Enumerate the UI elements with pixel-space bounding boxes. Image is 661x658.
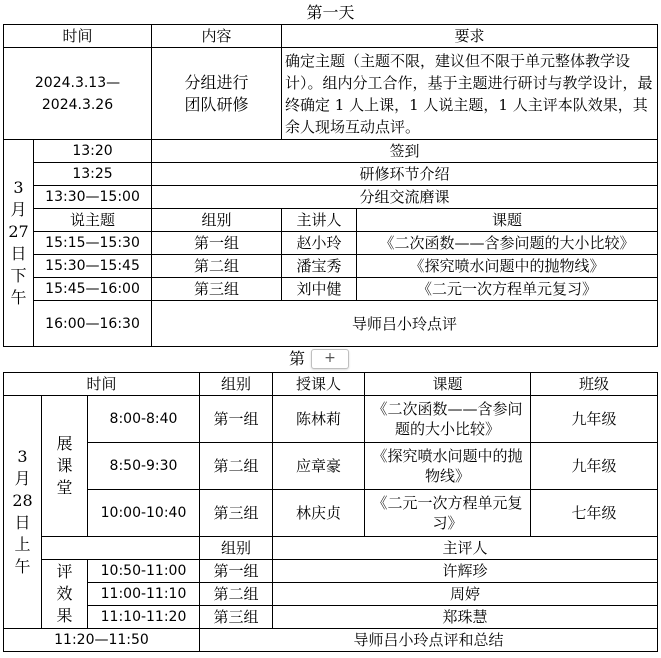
time-cell: 13:25 xyxy=(34,163,152,186)
header-requirement: 要求 xyxy=(282,25,658,48)
lesson-group: 第三组 xyxy=(200,490,273,537)
day1-title: 第一天 xyxy=(306,3,355,22)
table-row xyxy=(4,396,658,443)
table-row xyxy=(4,629,658,652)
lesson-teacher: 林庆贞 xyxy=(273,490,365,537)
table-row xyxy=(4,25,658,48)
closing-time: 11:20—11:50 xyxy=(4,629,200,652)
table-row xyxy=(4,232,658,255)
review-header-blank xyxy=(42,537,200,560)
talk-time: 15:15—15:30 xyxy=(34,232,152,255)
talk-speaker: 赵小玲 xyxy=(282,232,357,255)
time-cell: 13:30—15:00 xyxy=(34,186,152,209)
talk-time: 15:45—16:00 xyxy=(34,278,152,301)
table-row xyxy=(4,443,658,490)
overview-content: 分组进行 团队研修 xyxy=(152,48,282,140)
session-label: 3 月 27 日 下 午 xyxy=(4,140,34,347)
talk-topic: 《二次函数——含参问题的大小比较》 xyxy=(357,232,658,255)
event-cell: 签到 xyxy=(152,140,658,163)
header-teacher: 授课人 xyxy=(273,373,365,396)
lesson-teacher: 陈林莉 xyxy=(273,396,365,443)
talk-header-theme: 说主题 xyxy=(34,209,152,232)
day2-schedule-table xyxy=(3,372,658,652)
session-label: 3 月 28 日 上 午 xyxy=(4,396,42,629)
table-row xyxy=(4,140,658,163)
table-row xyxy=(4,606,658,629)
talk-topic: 《二元一次方程单元复习》 xyxy=(357,278,658,301)
talk-speaker: 潘宝秀 xyxy=(282,255,357,278)
demo-label: 展 课 堂 xyxy=(42,396,88,537)
talk-group: 第二组 xyxy=(152,255,282,278)
review-group: 第三组 xyxy=(200,606,273,629)
event-cell: 分组交流磨课 xyxy=(152,186,658,209)
review-header-reviewer: 主评人 xyxy=(273,537,658,560)
table-row xyxy=(4,301,658,347)
review-header-group: 组别 xyxy=(200,537,273,560)
review-group: 第一组 xyxy=(200,560,273,583)
add-tab-button[interactable]: + xyxy=(311,349,349,369)
talk-header-speaker: 主讲人 xyxy=(282,209,357,232)
time-cell: 13:20 xyxy=(34,140,152,163)
day1-schedule-table xyxy=(3,24,658,347)
header-grade: 班级 xyxy=(531,373,658,396)
lesson-grade: 九年级 xyxy=(531,396,658,443)
review-time: 11:00-11:10 xyxy=(88,583,200,606)
lesson-group: 第二组 xyxy=(200,443,273,490)
table-row xyxy=(4,163,658,186)
review-reviewer: 周婷 xyxy=(273,583,658,606)
talk-header-group: 组别 xyxy=(152,209,282,232)
table-row xyxy=(4,537,658,560)
lesson-grade: 九年级 xyxy=(531,443,658,490)
table-row xyxy=(4,560,658,583)
table-row xyxy=(4,490,658,537)
overview-date-range: 2024.3.13— 2024.3.26 xyxy=(4,48,152,140)
table-row xyxy=(4,209,658,232)
header-group: 组别 xyxy=(200,373,273,396)
event-cell: 研修环节介绍 xyxy=(152,163,658,186)
closing-event: 导师吕小玲点评和总结 xyxy=(200,629,658,652)
lesson-grade: 七年级 xyxy=(531,490,658,537)
lesson-time: 8:50-9:30 xyxy=(88,443,200,490)
lesson-topic: 《二元一次方程单元复习》 xyxy=(365,490,531,537)
talk-time: 15:30—15:45 xyxy=(34,255,152,278)
overview-requirement: 确定主题（主题不限，建议但不限于单元整体教学设计）。组内分工合作，基于主题进行研讨与教学设计，最终确定 1 人上课，1 人说主题，1 人主评本队效果，其余人现场互动点评。 xyxy=(282,48,658,140)
talk-group: 第一组 xyxy=(152,232,282,255)
lesson-teacher: 应章豪 xyxy=(273,443,365,490)
talk-speaker: 刘中健 xyxy=(282,278,357,301)
table-row xyxy=(4,583,658,606)
closing-time: 16:00—16:30 xyxy=(34,301,152,347)
header-time: 时间 xyxy=(4,25,152,48)
table-row xyxy=(4,48,658,140)
closing-event: 导师吕小玲点评 xyxy=(152,301,658,347)
header-topic: 课题 xyxy=(365,373,531,396)
table-row xyxy=(4,278,658,301)
lesson-topic: 《探究喷水问题中的抛物线》 xyxy=(365,443,531,490)
header-content: 内容 xyxy=(152,25,282,48)
review-label: 评 效 果 xyxy=(42,560,88,629)
talk-group: 第三组 xyxy=(152,278,282,301)
table-row xyxy=(4,186,658,209)
header-time: 时间 xyxy=(4,373,200,396)
day2-title-partial: 第 xyxy=(289,349,306,368)
lesson-time: 8:00-8:40 xyxy=(88,396,200,443)
review-reviewer: 郑珠慧 xyxy=(273,606,658,629)
lesson-group: 第一组 xyxy=(200,396,273,443)
review-group: 第二组 xyxy=(200,583,273,606)
talk-header-topic: 课题 xyxy=(357,209,658,232)
lesson-topic: 《二次函数——含参问题的大小比较》 xyxy=(365,396,531,443)
review-reviewer: 许辉珍 xyxy=(273,560,658,583)
lesson-time: 10:00-10:40 xyxy=(88,490,200,537)
review-time: 11:10-11:20 xyxy=(88,606,200,629)
table-row xyxy=(4,255,658,278)
talk-topic: 《探究喷水问题中的抛物线》 xyxy=(357,255,658,278)
table-row xyxy=(4,373,658,396)
review-time: 10:50-11:00 xyxy=(88,560,200,583)
